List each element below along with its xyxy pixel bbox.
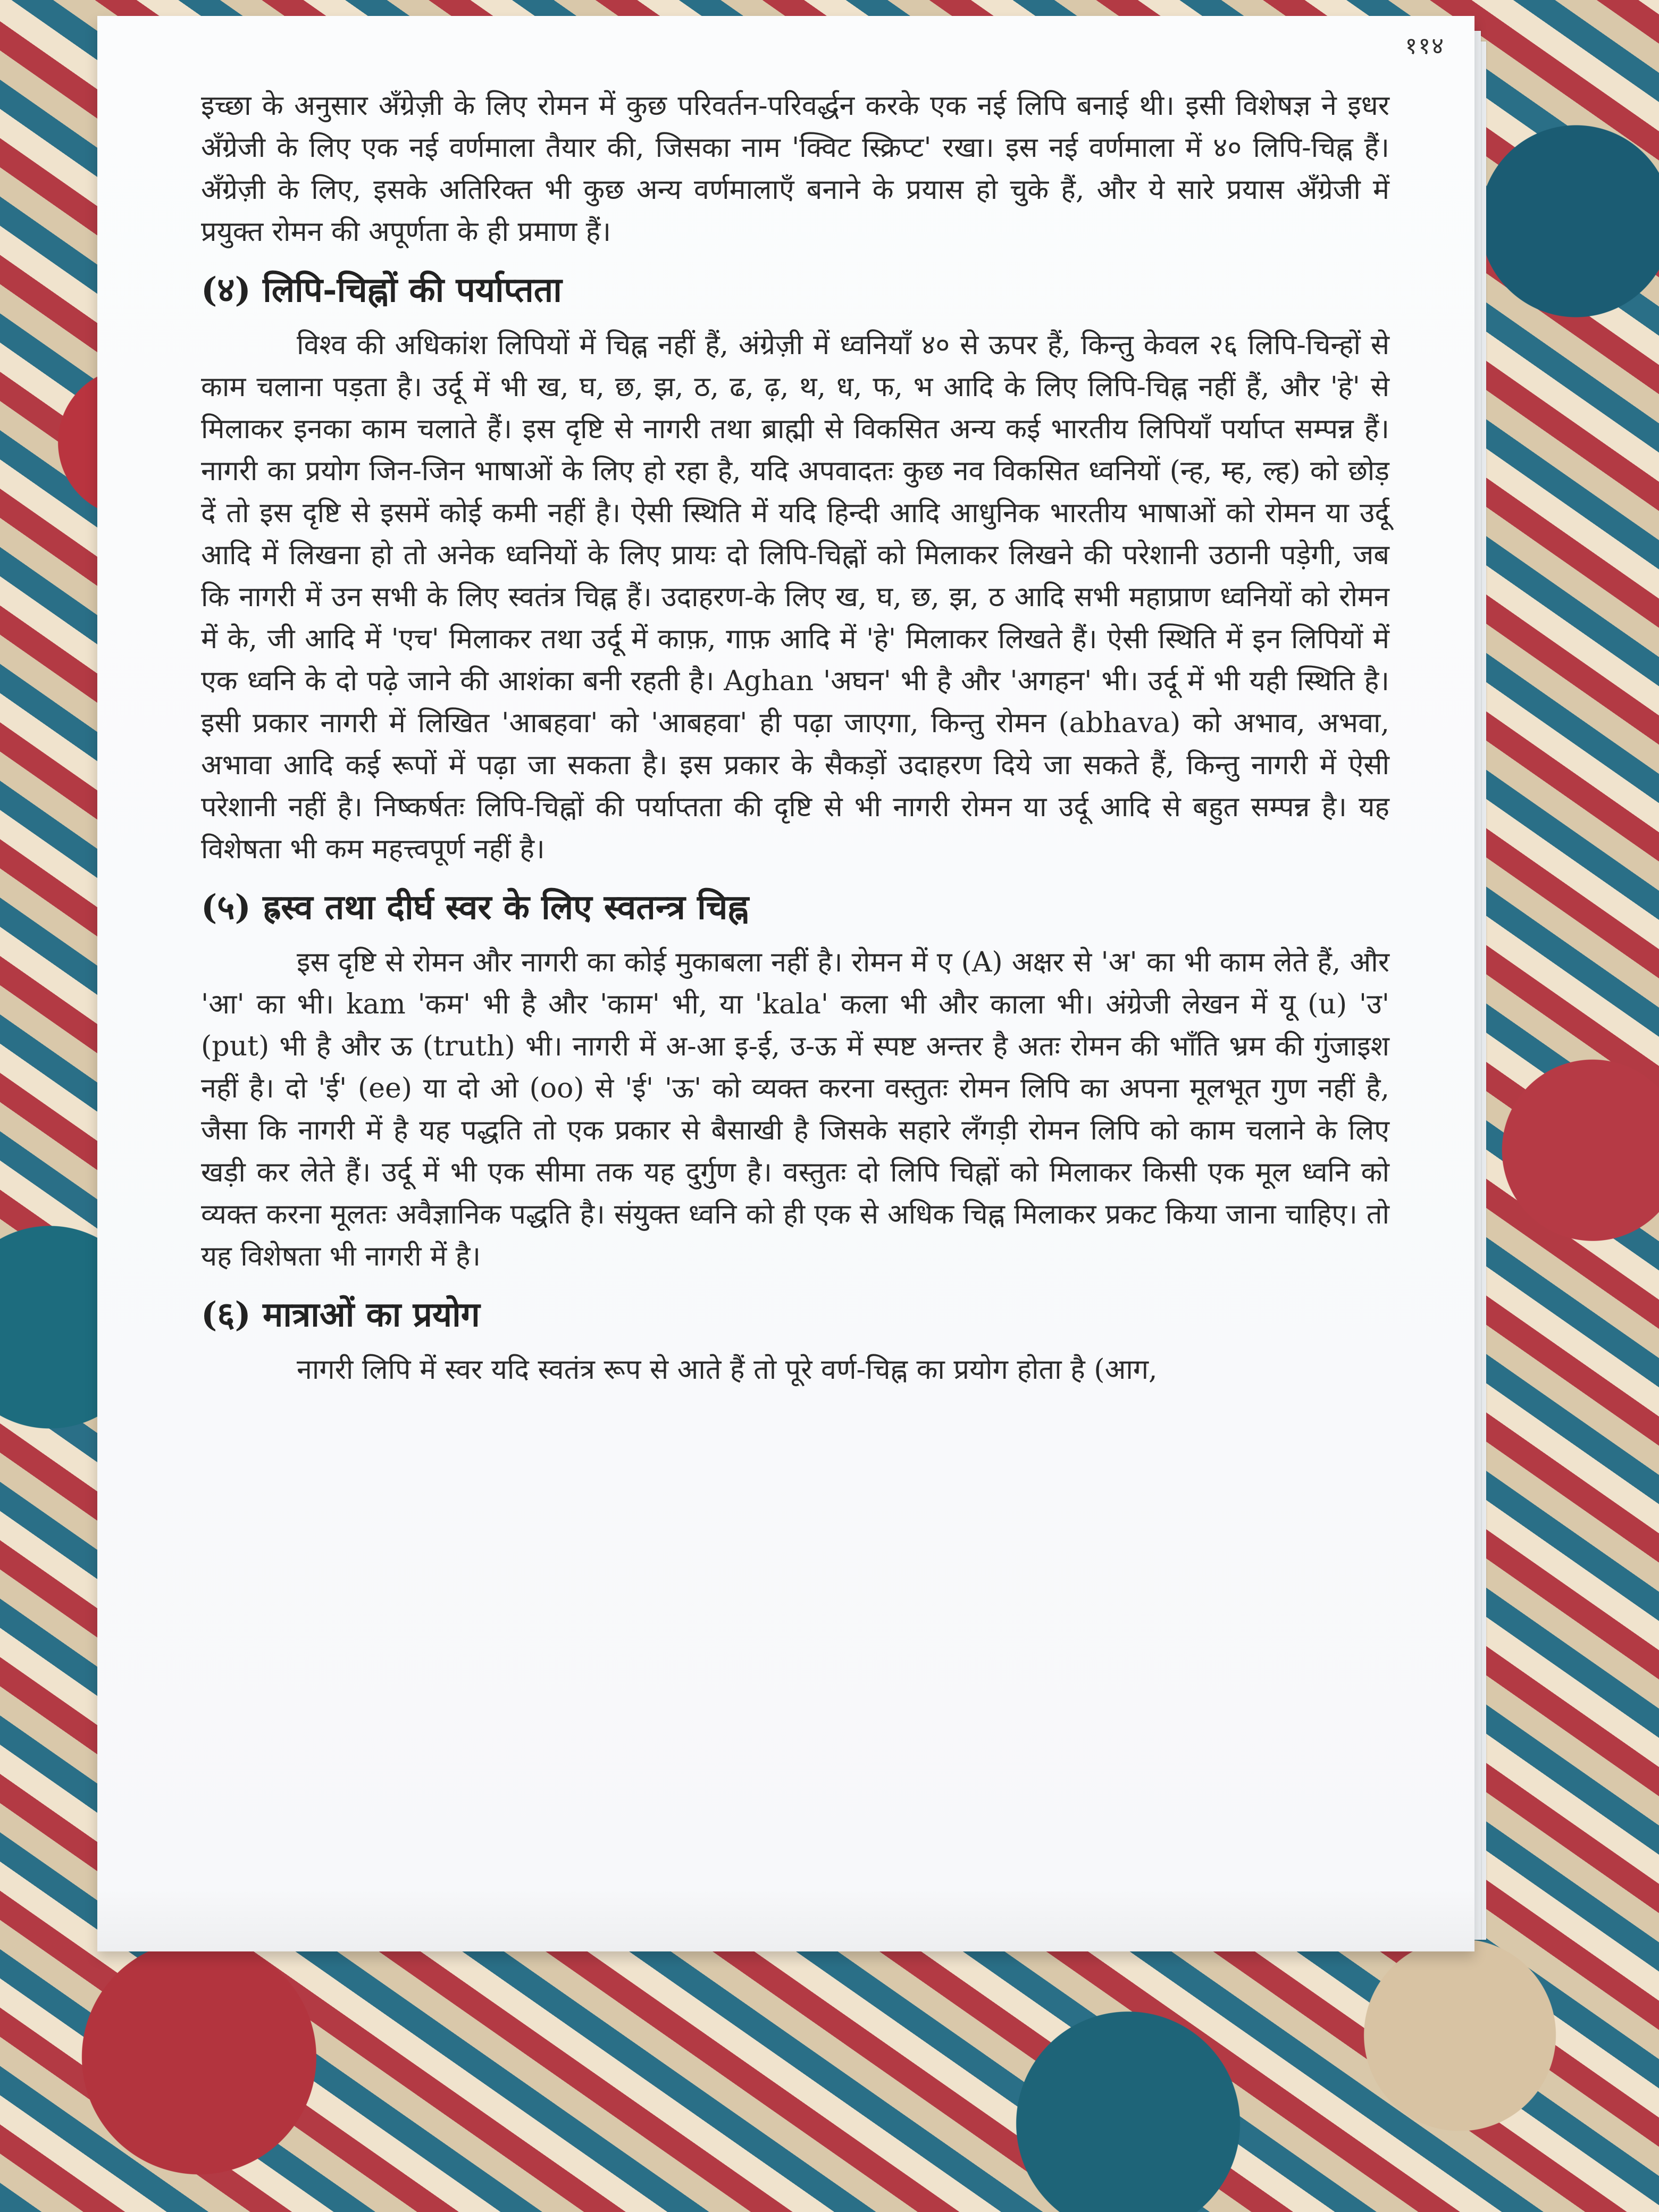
page-content — [201, 85, 1389, 1404]
page-bottom-shadow — [97, 1888, 1474, 1951]
section-4-body: विश्व की अधिकांश लिपियों में चिह्न नहीं हैं, अंग्रेज़ी में ध्वनियाँ ४० से ऊपर हैं, किन्तु केवल २६ लिपि-चिन्हों से काम चलाना पड़ता है। उर्दू में भी ख, घ, छ, झ, ठ, ढ, ढ़, थ, ध, फ, भ आदि के लिए लिपि-चिह्न नहीं हैं, और 'हे' से मिलाकर इनका काम चलाते हैं। इस दृष्टि से नागरी तथा ब्राह्मी से विकसित अन्य कई भारतीय लिपियाँ पर्याप्त सम्पन्न हैं। नागरी का प्रयोग जिन-जिन भाषाओं के लिए हो रहा है, यदि अपवादतः कुछ नव विकसित ध्वनियों (न्ह, म्ह, ल्ह) को छोड़ दें तो इस दृष्टि से इसमें कोई कमी नहीं है। ऐसी स्थिति में यदि हिन्दी आदि आधुनिक भारतीय भाषाओं को रोमन या उर्दू आदि में लिखना हो तो अनेक ध्वनियों के लिए प्रायः दो लिपि-चिह्नों को मिलाकर लिखने की परेशानी उठानी पड़ेगी, जब कि नागरी में उन सभी के लिए स्वतंत्र चिह्न हैं। उदाहरण-के लिए ख, घ, छ, झ, ठ आदि सभी महाप्राण ध्वनियों को रोमन में के, जी आदि में 'एच' मिलाकर तथा उर्दू में काफ़, गाफ़ आदि में 'हे' मिलाकर लिखते हैं। ऐसी स्थिति में इन लिपियों में एक ध्वनि के दो पढ़े जाने की आशंका बनी रहती है। Aghan 'अघन' भी है और 'अगहन' भी। उर्दू में भी यही स्थिति है। इसी प्रकार नागरी में लिखित 'आबहवा' को 'आबहवा' ही पढ़ा जाएगा, किन्तु रोमन (abhava) को अभाव, अभवा, अभावा आदि कई रूपों में पढ़ा जा सकता है। इस प्रकार के सैकड़ों उदाहरण दिये जा सकते हैं, किन्तु नागरी में ऐसी परेशानी नहीं है। निष्कर्षतः लिपि-चिह्नों की पर्याप्तता की दृष्टि से भी नागरी रोमन या उर्दू आदि से बहुत सम्पन्न है। यह विशेषता भी कम महत्त्वपूर्ण नहीं है। — [201, 329, 1389, 865]
section-heading-5: (५) ह्रस्व तथा दीर्घ स्वर के लिए स्वतन्त्र चिह्न — [201, 887, 749, 927]
intro-paragraph: इच्छा के अनुसार अँग्रेज़ी के लिए रोमन में कुछ परिवर्तन-परिवर्द्धन करके एक नई लिपि बनाई थी। इसी विशेषज्ञ ने इधर अँग्रेजी के लिए एक नई वर्णमाला तैयार की, जिसका नाम 'क्विट स्क्रिप्ट' रखा। इस नई वर्णमाला में ४० लिपि-चिह्न हैं। अँग्रेज़ी के लिए, इसके अतिरिक्त भी कुछ अन्य वर्णमालाएँ बनाने के प्रयास हो चुके हैं, और ये सारे प्रयास अँग्रेजी में प्रयुक्त रोमन की अपूर्णता के ही प्रमाण हैं। — [201, 90, 1389, 248]
book-page — [97, 16, 1474, 1951]
section-5-body: इस दृष्टि से रोमन और नागरी का कोई मुकाबला नहीं है। रोमन में ए (A) अक्षर से 'अ' का भी काम लेते हैं, और 'आ' का भी। kam 'कम' भी है और 'काम' भी, या 'kala' कला भी और काला भी। अंग्रेजी लेखन में यू (u) 'उ' (put) भी है और ऊ (truth) भी। नागरी में अ-आ इ-ई, उ-ऊ में स्पष्ट अन्तर है अतः रोमन की भाँति भ्रम की गुंजाइश नहीं है। दो 'ई' (ee) या दो ओ (oo) से 'ई' 'ऊ' को व्यक्त करना वस्तुतः रोमन लिपि का अपना मूलभूत गुण नहीं है, जैसा कि नागरी में है यह पद्धति तो एक प्रकार से बैसाखी है जिसके सहारे लँगड़ी रोमन लिपि को काम चलाने के लिए खड़ी कर लेते हैं। उर्दू में भी एक सीमा तक यह दुर्गुण है। वस्तुतः दो लिपि चिह्नों को मिलाकर किसी एक मूल ध्वनि को व्यक्त करना मूलतः अवैज्ञानिक पद्धति है। संयुक्त ध्वनि को ही एक से अधिक चिह्न मिलाकर प्रकट किया जाना चाहिए। तो यह विशेषता भी नागरी में है। — [201, 946, 1389, 1272]
section-heading-6: (६) मात्राओं का प्रयोग — [201, 1295, 480, 1335]
section-heading-4: (४) लिपि-चिह्नों की पर्याप्तता — [201, 270, 562, 310]
page-number: ११४ — [1405, 32, 1445, 60]
section-6-body: नागरी लिपि में स्वर यदि स्वतंत्र रूप से आते हैं तो पूरे वर्ण-चिह्न का प्रयोग होता है (आग, — [297, 1354, 1158, 1386]
